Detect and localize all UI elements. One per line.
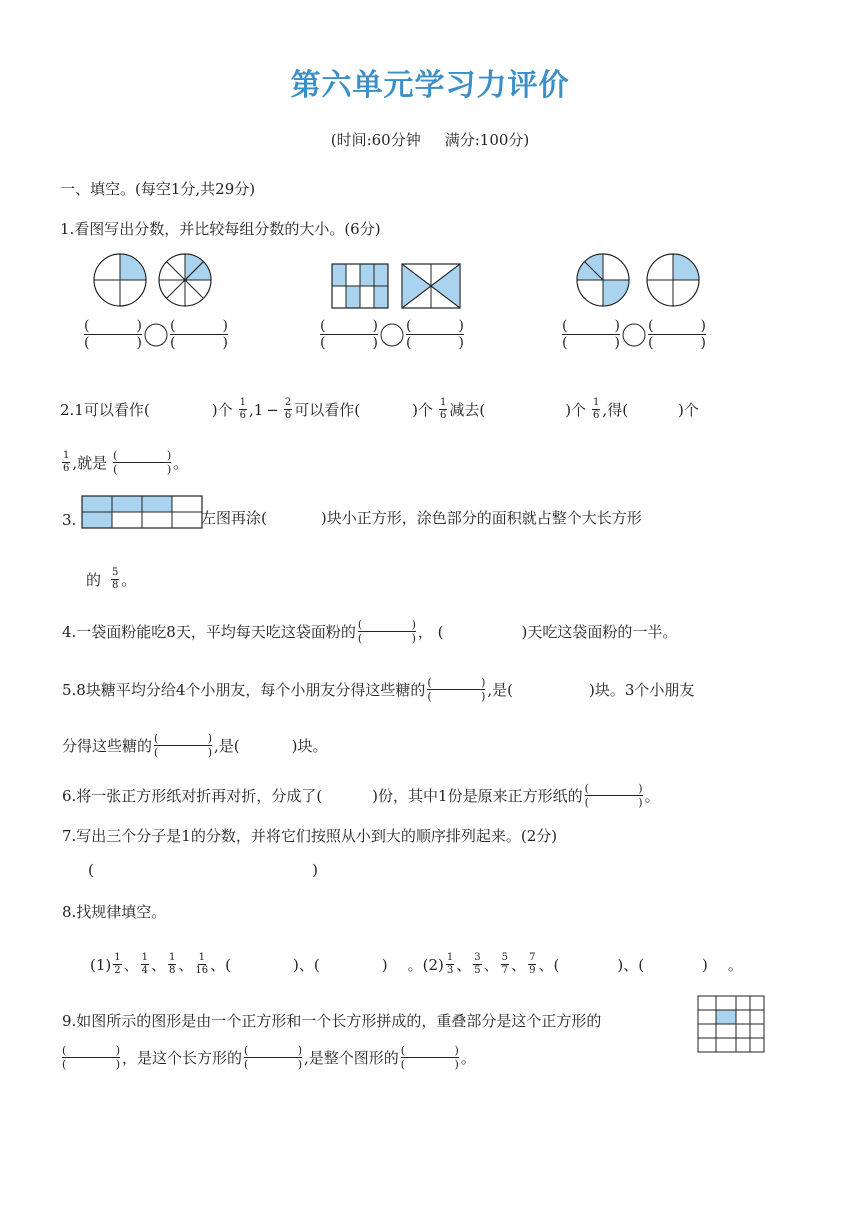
q1-answer-a[interactable]: ( ) ( ) ( ) ( ) [84, 318, 228, 351]
question-5: 5.8块糖平均分给4个小朋友，每个小朋友分得这些糖的 ( ) ( ) ,是( )块。3个小朋友 [62, 676, 695, 703]
section-heading: 一、填空。(每空1分,共29分) [60, 180, 256, 198]
q9-answer-blank-1[interactable]: ( ) ( ) [62, 1044, 120, 1071]
question-3: 左图再涂( )块小正方形，涂色部分的面积就占整个大长方形 [201, 509, 642, 527]
question-2-line2: $\frac{1}{6}$ ,就是 ( ) ( ) 。 [63, 449, 189, 476]
q3-rectangle-grid [80, 494, 204, 532]
q5-answer-blank-2[interactable]: ( ) ( ) [154, 732, 213, 759]
page-title: 第六单元学习力评价 [290, 68, 570, 103]
question-9: 9.如图所示的图形是由一个正方形和一个长方形拼成的，重叠部分是这个正方形的 [62, 1012, 602, 1030]
q1-figure-circles-a [90, 250, 230, 316]
question-2: 2.1可以看作( )个 $\frac{1}{6}$ , 1 − $\frac{2}{6}$ 可以看作( )个 $\frac{1}{6}$ 减去( )个 $\frac{1}{6}$ ,得( )个 [60, 397, 699, 421]
q3-number: 3. [62, 511, 77, 529]
q6-answer-blank[interactable]: ( ) ( ) [584, 782, 643, 809]
subtitle: (时间:60分钟 满分:100分) [330, 131, 530, 149]
question-6: 6.将一张正方形纸对折再对折，分成了( )份，其中1份是原来正方形纸的 ( ) ( ) 。 [62, 782, 660, 809]
question-9-line2: ( ) ( ) ，是这个长方形的 ( ) ( ) ,是整个图形的 ( ) ( ) 。 [62, 1044, 476, 1071]
q8-sequences: (1) $\frac{1}{2}$ 、 $\frac{1}{4}$ 、 $\frac{1}{8}$ 、 $\frac{1}{16}$ 、 ( ) 、 ( ) 。 (2) $\frac{1}{3}$ 、 $\frac{3}{5}$ 、 $\frac{5}{7}$ 、 $\frac{7}{9}$ 、 ( ) 、 ( ) 。 [90, 952, 743, 976]
q9-overlap-figure [696, 994, 768, 1056]
question-5-line2: 分得这些糖的 ( ) ( ) ,是( )块。 [62, 732, 328, 759]
q9-answer-blank-2[interactable]: ( ) ( ) [244, 1044, 303, 1071]
question-4: 4.一袋面粉能吃8天，平均每天吃这袋面粉的 ( ) ( ) ， ( )天吃这袋面粉的一半。 [62, 618, 678, 645]
q1-figure-rects-b [330, 262, 465, 312]
q1-answer-c[interactable]: ( ) ( ) ( ) ( ) [562, 318, 706, 351]
question-8: 8.找规律填空。 [62, 903, 167, 921]
question-7: 7.写出三个分子是1的分数，并将它们按照从小到大的顺序排列起来。(2分) [62, 827, 558, 845]
q1-answer-b[interactable]: ( ) ( ) ( ) ( ) [320, 318, 464, 351]
question-3-line2: 的 $\frac{5}{8}$ 。 [86, 567, 137, 591]
q4-answer-blank[interactable]: ( ) ( ) [357, 618, 416, 645]
q1-figure-circles-c [573, 250, 708, 316]
q5-answer-blank-1[interactable]: ( ) ( ) [427, 676, 486, 703]
question-1: 1.看图写出分数，并比较每组分数的大小。(6分) [60, 220, 381, 238]
q9-answer-blank-3[interactable]: ( ) ( ) [400, 1044, 459, 1071]
q2-answer-blank[interactable]: ( ) ( ) [113, 449, 172, 476]
q7-answer-blank[interactable]: ( ) [88, 861, 318, 879]
